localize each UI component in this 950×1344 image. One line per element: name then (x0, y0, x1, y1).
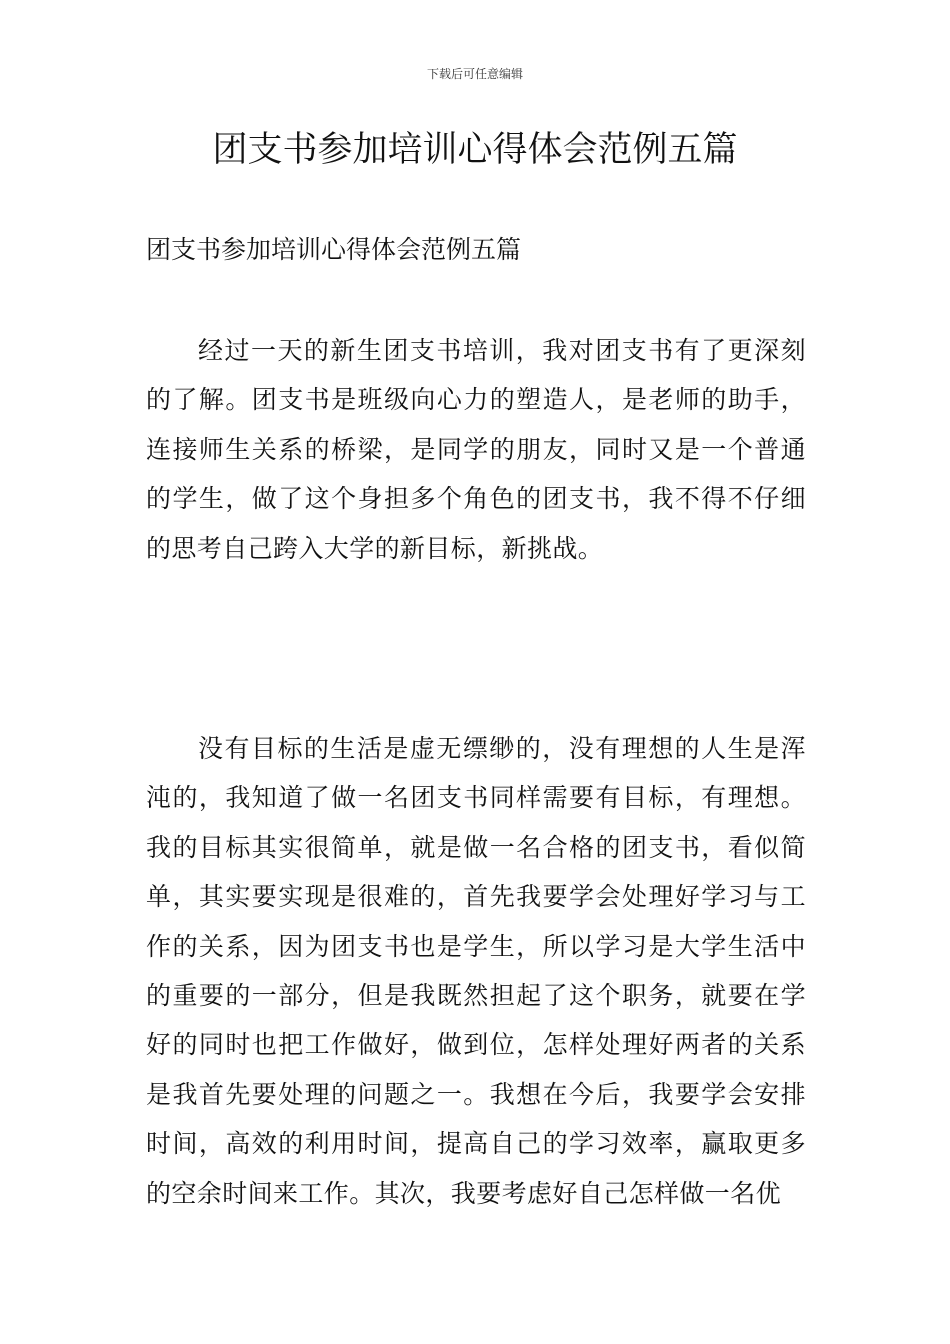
body-paragraph-2: 没有目标的生活是虚无缥缈的，没有理想的人生是浑沌的，我知道了做一名团支书同样需要有目标，有理想。我的目标其实很简单，就是做一名合格的团支书，看似简单，其实要实现是很难的，首先我要学会处理好学习与工作的关系，因为团支书也是学生，所以学习是大学生活中的重要的一部分，但是我既然担起了这个职务，就要在学好的同时也把工作做好，做到位，怎样处理好两者的关系是我首先要处理的问题之一。我想在今后，我要学会安排时间，高效的利用时间，提高自己的学习效率，赢取更多的空余时间来工作。其次，我要考虑好自己怎样做一名优 (146, 734, 806, 1208)
header-note: 下载后可任意编辑 (426, 67, 523, 81)
body-paragraph-1: 经过一天的新生团支书培训，我对团支书有了更深刻的了解。团支书是班级向心力的塑造人，是老师的助手，连接师生关系的桥梁，是同学的朋友，同时又是一个普通的学生，做了这个身担多个角色的团支书，我不得不仔细的思考自己跨入大学的新目标，新挑战。 (146, 336, 806, 563)
document-subtitle: 团支书参加培训心得体会范例五篇 (146, 235, 522, 264)
document-title: 团支书参加培训心得体会范例五篇 (212, 130, 738, 170)
